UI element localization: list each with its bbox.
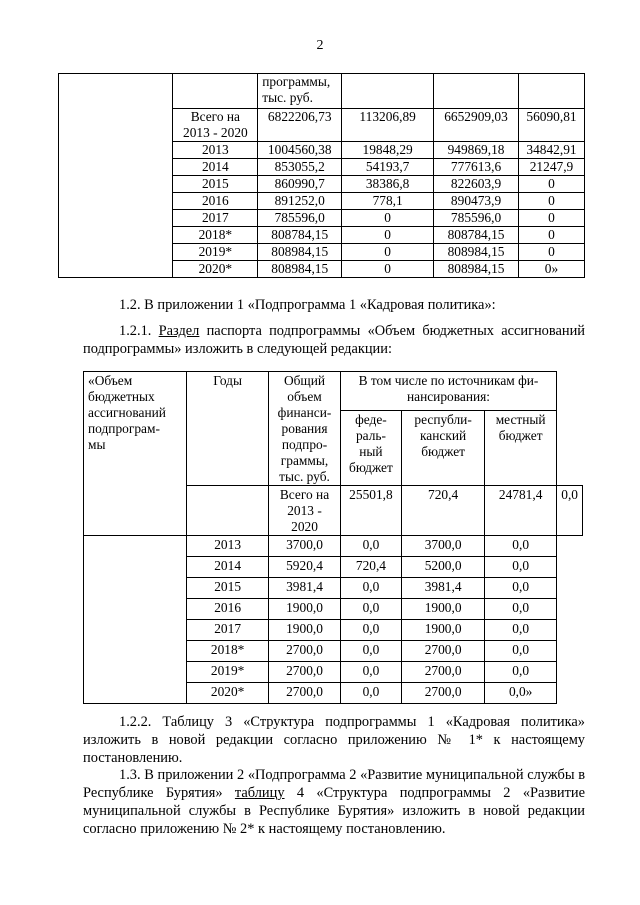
empty-cell bbox=[59, 193, 173, 210]
value-cell: 778,1 bbox=[342, 193, 434, 210]
value-cell: 890473,9 bbox=[434, 193, 519, 210]
year-cell: 2017 bbox=[186, 620, 268, 641]
federal-cell: 0,0 bbox=[340, 641, 401, 662]
total-value: 720,4 bbox=[402, 486, 485, 536]
federal-cell: 0,0 bbox=[340, 683, 401, 704]
republic-cell: 1900,0 bbox=[402, 599, 485, 620]
year-cell: 2013 bbox=[186, 536, 268, 557]
federal-cell: 0,0 bbox=[340, 536, 401, 557]
header-line: В том числе по источникам фи- bbox=[358, 373, 539, 388]
local-budget-header bbox=[485, 410, 557, 485]
sources-header bbox=[340, 372, 557, 411]
value-cell: 0 bbox=[342, 227, 434, 244]
value-cell: 0 bbox=[519, 227, 585, 244]
empty-cell bbox=[173, 74, 258, 109]
paragraph-1-2: 1.2. В приложении 1 «Подпрограмма 1 «Кадровая политика»: bbox=[119, 297, 496, 313]
empty-cell bbox=[59, 159, 173, 176]
table-row bbox=[84, 536, 583, 557]
empty-cell bbox=[519, 74, 585, 109]
title-cell bbox=[84, 372, 187, 536]
value-cell: 0 bbox=[342, 244, 434, 261]
value-cell: 949869,18 bbox=[434, 142, 519, 159]
value-cell: 785596,0 bbox=[434, 210, 519, 227]
local-cell: 0,0 bbox=[485, 599, 557, 620]
header-line: Общий bbox=[283, 373, 326, 388]
table2-year-rows bbox=[84, 536, 583, 704]
header-line: подпро- bbox=[281, 437, 328, 452]
header-line: объем bbox=[287, 389, 322, 404]
table1-year-rows bbox=[59, 142, 585, 278]
value-cell: 0» bbox=[519, 261, 585, 278]
header-line: ный bbox=[359, 443, 383, 459]
total-cell: 1900,0 bbox=[269, 599, 340, 620]
total-cell: 2700,0 bbox=[269, 662, 340, 683]
section-link[interactable]: Раздел bbox=[158, 323, 200, 339]
total-label-cell bbox=[173, 109, 258, 142]
header-line: бюджет bbox=[498, 427, 543, 443]
year-cell: 2014 bbox=[186, 557, 268, 578]
value-cell: 0 bbox=[519, 176, 585, 193]
table-row bbox=[84, 683, 583, 704]
table-row bbox=[59, 193, 585, 210]
budget-allocations-table bbox=[83, 371, 583, 704]
total-cell: 2700,0 bbox=[269, 641, 340, 662]
total-label-line: Всего на bbox=[190, 109, 240, 124]
republic-cell: 1900,0 bbox=[402, 620, 485, 641]
local-cell: 0,0» bbox=[485, 683, 557, 704]
year-cell: 2017 bbox=[173, 210, 258, 227]
year-cell: 2014 bbox=[173, 159, 258, 176]
local-cell: 0,0 bbox=[485, 557, 557, 578]
total-value: 24781,4 bbox=[485, 486, 557, 536]
total-value: 0,0 bbox=[557, 486, 583, 536]
total-label-line: 2013 - 2020 bbox=[287, 503, 322, 534]
title-line: мы bbox=[88, 437, 106, 452]
year-cell: 2018* bbox=[173, 227, 258, 244]
local-cell: 0,0 bbox=[485, 578, 557, 599]
table-row bbox=[59, 74, 585, 109]
table-row-total bbox=[59, 109, 585, 142]
empty-cell bbox=[59, 176, 173, 193]
value-cell: 34842,91 bbox=[519, 142, 585, 159]
value-cell: 860990,7 bbox=[258, 176, 342, 193]
year-cell: 2020* bbox=[186, 683, 268, 704]
value-cell: 777613,6 bbox=[434, 159, 519, 176]
header-line: местный bbox=[495, 411, 546, 427]
table-row bbox=[59, 159, 585, 176]
total-value: 25501,8 bbox=[340, 486, 401, 536]
value-cell: 808984,15 bbox=[434, 244, 519, 261]
federal-cell: 720,4 bbox=[340, 557, 401, 578]
table-row bbox=[84, 620, 583, 641]
year-cell: 2019* bbox=[173, 244, 258, 261]
republic-cell: 3700,0 bbox=[402, 536, 485, 557]
table-row bbox=[84, 641, 583, 662]
republic-cell: 3981,4 bbox=[402, 578, 485, 599]
federal-budget-header bbox=[340, 410, 401, 485]
value-cell: 808984,15 bbox=[258, 261, 342, 278]
header-line: граммы, bbox=[280, 453, 329, 468]
total-cell: 5920,4 bbox=[269, 557, 340, 578]
total-value: 6822206,73 bbox=[258, 109, 342, 142]
federal-cell: 0,0 bbox=[340, 620, 401, 641]
republic-cell: 2700,0 bbox=[402, 641, 485, 662]
page-number: 2 bbox=[316, 38, 324, 53]
table-link[interactable]: таблицу bbox=[234, 785, 285, 801]
year-cell: 2013 bbox=[173, 142, 258, 159]
year-cell: 2020* bbox=[173, 261, 258, 278]
table-row bbox=[59, 142, 585, 159]
local-cell: 0,0 bbox=[485, 662, 557, 683]
year-cell: 2015 bbox=[173, 176, 258, 193]
value-cell: 0 bbox=[519, 244, 585, 261]
total-label-cell bbox=[269, 486, 340, 536]
value-cell: 808784,15 bbox=[258, 227, 342, 244]
value-cell: 19848,29 bbox=[342, 142, 434, 159]
table-row bbox=[84, 599, 583, 620]
table-row bbox=[84, 557, 583, 578]
value-cell: 853055,2 bbox=[258, 159, 342, 176]
header-line: феде- bbox=[355, 411, 387, 427]
title-line: подпрограм- bbox=[88, 421, 160, 436]
total-label-line: 2013 - 2020 bbox=[183, 125, 248, 140]
value-cell: 785596,0 bbox=[258, 210, 342, 227]
total-value: 6652909,03 bbox=[434, 109, 519, 142]
empty-cell bbox=[84, 620, 187, 641]
paragraph-1-2-1 bbox=[83, 322, 585, 358]
empty-cell bbox=[59, 210, 173, 227]
header-line: канский bbox=[420, 427, 467, 443]
value-cell: 54193,7 bbox=[342, 159, 434, 176]
value-cell: 0 bbox=[342, 210, 434, 227]
value-cell: 808984,15 bbox=[434, 261, 519, 278]
empty-cell bbox=[84, 536, 187, 557]
header-fragment-line: программы, bbox=[262, 74, 331, 89]
total-value: 56090,81 bbox=[519, 109, 585, 142]
empty-cell bbox=[59, 142, 173, 159]
header-line: рования bbox=[281, 421, 328, 436]
total-label-line: Всего на bbox=[279, 487, 330, 502]
header-line: тыс. руб. bbox=[279, 469, 330, 484]
table-header-row bbox=[84, 372, 583, 411]
header-line: нансирования: bbox=[406, 389, 491, 404]
header-line: бюджет bbox=[349, 459, 393, 475]
value-cell: 808984,15 bbox=[258, 244, 342, 261]
value-cell: 0 bbox=[519, 210, 585, 227]
republic-cell: 5200,0 bbox=[402, 557, 485, 578]
total-cell: 2700,0 bbox=[269, 683, 340, 704]
year-cell: 2018* bbox=[186, 641, 268, 662]
table-row bbox=[59, 227, 585, 244]
table-row bbox=[59, 261, 585, 278]
paragraph-text: 4 «Структура подпрограммы 2 «Развитие муниципальной службы в Республике Бурятия» изложить в новой редакции согласно приложению № 2* к настоящему постановлению. bbox=[83, 785, 585, 837]
value-cell: 808784,15 bbox=[434, 227, 519, 244]
total-cell: 1900,0 bbox=[269, 620, 340, 641]
empty-cell bbox=[59, 261, 173, 278]
paragraph-1-2-2: 1.2.2. Таблицу 3 «Структура подпрограммы 1 «Кадровая политика» изложить в новой редакции согласно приложению № 1* к настоящему постановлению. bbox=[83, 714, 585, 766]
empty-cell bbox=[186, 486, 268, 536]
total-value: 113206,89 bbox=[342, 109, 434, 142]
empty-cell bbox=[84, 578, 187, 599]
value-cell: 891252,0 bbox=[258, 193, 342, 210]
title-line: бюджетных bbox=[88, 389, 155, 404]
header-line: раль- bbox=[355, 427, 386, 443]
value-cell: 822603,9 bbox=[434, 176, 519, 193]
title-line: «Объем bbox=[88, 373, 133, 388]
empty-cell bbox=[59, 227, 173, 244]
header-line: республи- bbox=[414, 411, 472, 427]
value-cell: 21247,9 bbox=[519, 159, 585, 176]
empty-cell bbox=[84, 557, 187, 578]
table-row bbox=[59, 244, 585, 261]
republic-cell: 2700,0 bbox=[402, 662, 485, 683]
paragraph-prefix: 1.2.1. bbox=[119, 323, 152, 339]
republic-budget-header bbox=[402, 410, 485, 485]
year-cell: 2015 bbox=[186, 578, 268, 599]
header-fragment-line: тыс. руб. bbox=[262, 90, 313, 105]
federal-cell: 0,0 bbox=[340, 578, 401, 599]
header-fragment-cell bbox=[258, 74, 342, 109]
total-cell: 3700,0 bbox=[269, 536, 340, 557]
value-cell: 1004560,38 bbox=[258, 142, 342, 159]
empty-cell bbox=[84, 641, 187, 662]
paragraph-text: 1.3. В приложении 2 «Подпрограмма 2 «Развитие муниципальной службы в Республике Бурятия» bbox=[83, 767, 585, 801]
value-cell: 0 bbox=[342, 261, 434, 278]
republic-cell: 2700,0 bbox=[402, 683, 485, 704]
year-cell: 2019* bbox=[186, 662, 268, 683]
value-cell: 0 bbox=[519, 193, 585, 210]
table-row bbox=[59, 176, 585, 193]
table-row bbox=[84, 578, 583, 599]
local-cell: 0,0 bbox=[485, 536, 557, 557]
header-line: финанси- bbox=[277, 405, 332, 420]
table-row bbox=[59, 210, 585, 227]
total-financing-header bbox=[269, 372, 340, 486]
empty-cell bbox=[59, 109, 173, 142]
empty-cell bbox=[342, 74, 434, 109]
paragraph-text: паспорта подпрограммы «Объем бюджетных ассигнований подпрограммы» изложить в следующей редакции: bbox=[83, 323, 585, 357]
local-cell: 0,0 bbox=[485, 641, 557, 662]
local-cell: 0,0 bbox=[485, 620, 557, 641]
empty-cell bbox=[59, 244, 173, 261]
year-cell: 2016 bbox=[173, 193, 258, 210]
empty-cell bbox=[59, 74, 173, 109]
federal-cell: 0,0 bbox=[340, 662, 401, 683]
total-cell: 3981,4 bbox=[269, 578, 340, 599]
paragraph-1-3 bbox=[83, 766, 585, 838]
year-cell: 2016 bbox=[186, 599, 268, 620]
empty-cell bbox=[84, 662, 187, 683]
federal-cell: 0,0 bbox=[340, 599, 401, 620]
header-line: бюджет bbox=[421, 443, 466, 459]
years-header: Годы bbox=[186, 372, 268, 486]
empty-cell bbox=[84, 599, 187, 620]
table-row bbox=[84, 662, 583, 683]
empty-cell bbox=[84, 683, 187, 704]
title-line: ассигнований bbox=[88, 405, 166, 420]
budget-table-continuation bbox=[58, 73, 585, 278]
empty-cell bbox=[434, 74, 519, 109]
value-cell: 38386,8 bbox=[342, 176, 434, 193]
